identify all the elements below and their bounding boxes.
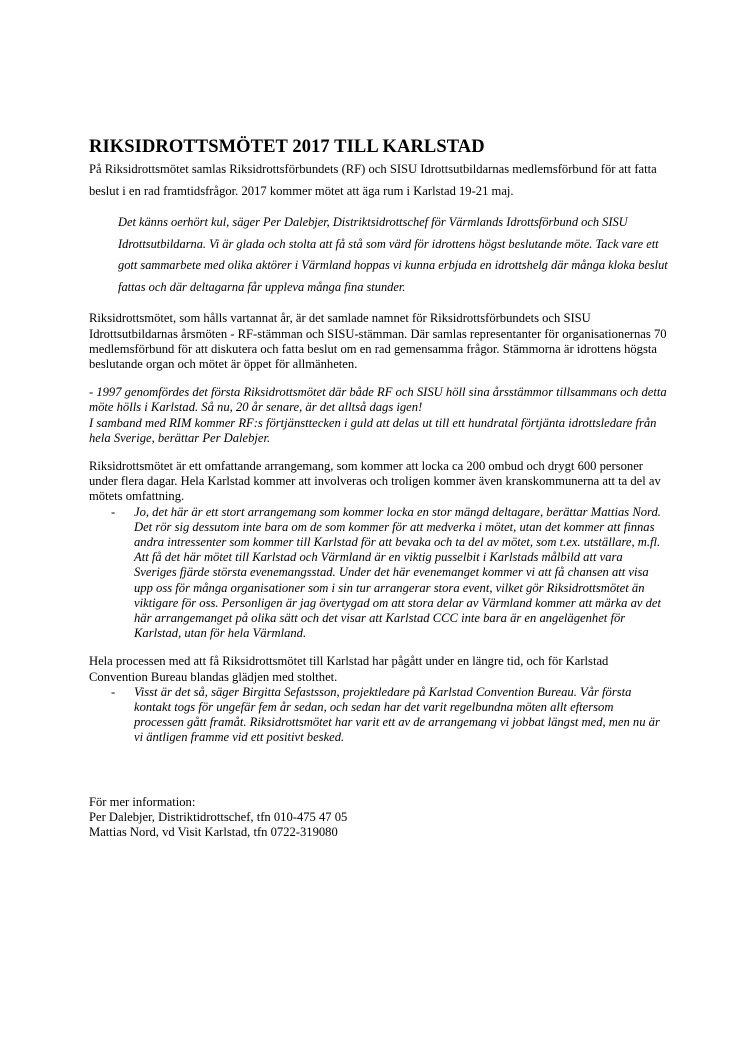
contact-heading: För mer information: bbox=[89, 794, 196, 809]
dash-bullet: - bbox=[111, 504, 116, 519]
quote-nord-list bbox=[89, 505, 669, 642]
contact-dalebjer: Per Dalebjer, Distriktidrottschef, tfn 010-475 47 05 bbox=[89, 809, 348, 824]
history-line-2: I samband med RIM kommer RF:s förtjänsttecken i guld att delas ut till ett hundratal förtjänta idrottsledare från hela Sverige, berättar Per Dalebjer. bbox=[89, 415, 657, 445]
list-item bbox=[89, 685, 664, 746]
list-item bbox=[89, 505, 664, 642]
press-release bbox=[89, 136, 669, 840]
quote-dalebjer: Det känns oerhört kul, säger Per Dalebjer, Distriktsidrottschef för Värmlands Idrottsförbund och SISU Idrottsutbildarna. Vi är glada och stolta att få stå som värd för idrottens högst beslutande möte. Tack vare ett gott sammarbete med olika aktörer i Värmland hoppas vi kunna erbjuda en idrottshelg där många kloka beslut fattas och där deltagarna får uppleva många fina stunder. bbox=[118, 215, 668, 294]
scale-paragraph: Riksidrottsmötet är ett omfattande arrangemang, som kommer att locka ca 200 ombud och drygt 600 personer under flera dagar. Hela Karlstad kommer att involveras och troligen kommer även kranskommunerna att ta del av mötets omfattning. bbox=[89, 459, 661, 504]
page-title: RIKSIDROTTSMÖTET 2017 TILL KARLSTAD bbox=[89, 137, 485, 157]
contact-nord: Mattias Nord, vd Visit Karlstad, tfn 0722-319080 bbox=[89, 825, 338, 840]
history-line-1: - 1997 genomfördes det första Riksidrottsmötet där både RF och SISU höll sina årsstämmor tillsammans och detta möte hölls i Karlstad. Så nu, 20 år senare, är det alltså dags igen! bbox=[89, 385, 667, 415]
quote-sefastsson: Visst är det så, säger Birgitta Sefastsson, projektledare på Karlstad Convention Bureau. Vår första kontakt togs för ungefär fem år sedan, och sedan har det varit regelbundna möten allt eftersom processen gått framåt. Riksidrottsmötet har varit ett av de arrangemang vi jobbat längst med, men nu är vi äntligen framme vid ett positivt besked. bbox=[134, 684, 660, 745]
contact-block bbox=[89, 795, 669, 841]
process-paragraph: Hela processen med att få Riksidrottsmötet till Karlstad har pågått under en längre tid, och för Karlstad Convention Bureau blandas glädjen med stolthet. bbox=[89, 654, 609, 684]
history-block bbox=[89, 385, 669, 446]
about-paragraph: Riksidrottsmötet, som hålls vartannat år, är det samlade namnet för Riksidrottsförbundets och SISU Idrottsutbildarnas årsmöten - RF-stämman och SISU-stämman. Där samlas representanter för organisationernas 70 medlemsförbund för att diskutera och fatta beslut om en rad gemensamma frågor. Stämmorna är idrottens högsta beslutande organ och mötet är öppet för allmänheten. bbox=[89, 311, 667, 371]
quote-nord: Jo, det här är ett stort arrangemang som kommer locka en stor mängd deltagare, berättar Mattias Nord. Det rör sig dessutom inte bara om de som kommer för att medverka i mötet, utan det kommer att finnas andra intressenter som kommer till Karlstad för att bevaka och ta del av mötet, som t.ex. utställare, m.fl. Att få det här mötet till Karlstad och Värmland är en viktig pusselbit i Karlstads målbild att vara Sveriges fjärde största evenemangsstad. Under det här evenemanget kommer vi att få chansen att visa upp oss för många organisationer som i sin tur arrangerar stora event, vilket gör Riksidrottsmötet än viktigare för oss. Personligen är jag övertygad om att stora delar av Värmland kommer att märka av det här arrangemanget på olika sätt och det visar att Karlstad CCC inte bara är en angelägenhet för Karlstad, utan för hela Värmland. bbox=[134, 504, 662, 641]
intro-paragraph: På Riksidrottsmötet samlas Riksidrottsförbundets (RF) och SISU Idrottsutbildarnas medlemsförbund för att fatta beslut i en rad framtidsfrågor. 2017 kommer mötet att äga rum i Karlstad 19-21 maj. bbox=[89, 162, 657, 198]
dash-bullet: - bbox=[111, 684, 116, 699]
quote-sefastsson-list bbox=[89, 685, 669, 746]
